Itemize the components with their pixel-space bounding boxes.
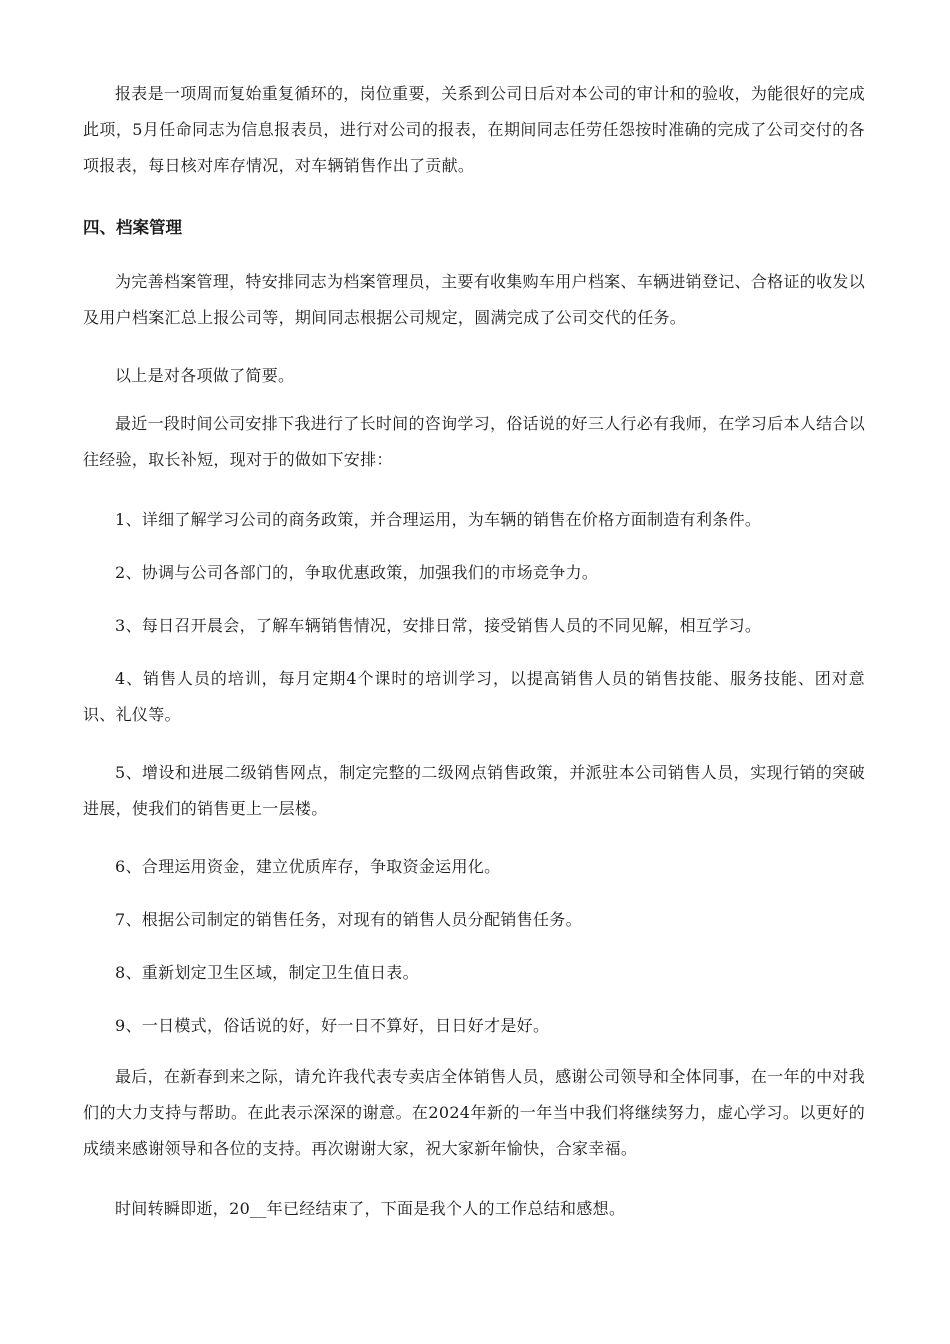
list-item-8: 8、重新划定卫生区域，制定卫生值日表。 — [115, 963, 419, 982]
list-item-7: 7、根据公司制定的销售任务，对现有的销售人员分配销售任务。 — [115, 910, 582, 929]
list-item-4: 4、销售人员的培训，每月定期4个课时的培训学习，以提高销售人员的销售技能、服务技能、团对意识、礼仪等。 — [83, 669, 865, 724]
paragraph-report: 报表是一项周而复始重复循环的，岗位重要，关系到公司日后对本公司的审计和的验收，为能很好的完成此项，5月任命同志为信息报表员，进行对公司的报表，在期间同志任劳任怨按时准确的完成了公司交付的各项报表，每日核对库存情况，对车辆销售作出了贡献。 — [83, 84, 865, 175]
list-item-3: 3、每日召开晨会，了解车辆销售情况，安排日常，接受销售人员的不同见解，相互学习。 — [115, 616, 762, 635]
list-item-9: 9、一日模式，俗话说的好，好一日不算好，日日好才是好。 — [115, 1016, 550, 1035]
paragraph-study: 最近一段时间公司安排下我进行了长时间的咨询学习，俗话说的好三人行必有我师，在学习后本人结合以往经验，取长补短，现对于的做如下安排： — [83, 414, 865, 469]
list-item-2: 2、协调与公司各部门的，争取优惠政策，加强我们的市场竞争力。 — [115, 563, 599, 582]
list-item-1: 1、详细了解学习公司的商务政策，并合理运用，为车辆的销售在价格方面制造有利条件。 — [115, 510, 762, 529]
list-item-6: 6、合理运用资金，建立优质库存，争取资金运用化。 — [115, 857, 501, 876]
paragraph-summary: 以上是对各项做了简要。 — [115, 366, 295, 385]
paragraph-closing: 最后，在新春到来之际，请允许我代表专卖店全体销售人员，感谢公司领导和全体同事，在一年的中对我们的大力支持与帮助。在此表示深深的谢意。在2024年新的一年当中我们将继续努力，虚心学习。以更好的成绩来感谢领导和各位的支持。再次谢谢大家，祝大家新年愉快，合家幸福。 — [83, 1067, 865, 1158]
paragraph-archive: 为完善档案管理，特安排同志为档案管理员，主要有收集购车用户档案、车辆进销登记、合格证的收发以及用户档案汇总上报公司等，期间同志根据公司规定，圆满完成了公司交代的任务。 — [83, 272, 865, 327]
paragraph-time: 时间转瞬即逝，20__年已经结束了，下面是我个人的工作总结和感想。 — [115, 1199, 626, 1218]
list-item-5: 5、增设和进展二级销售网点，制定完整的二级网点销售政策，并派驻本公司销售人员，实现行销的突破进展，使我们的销售更上一层楼。 — [83, 763, 865, 818]
section-heading-archive: 四、档案管理 — [83, 218, 182, 237]
